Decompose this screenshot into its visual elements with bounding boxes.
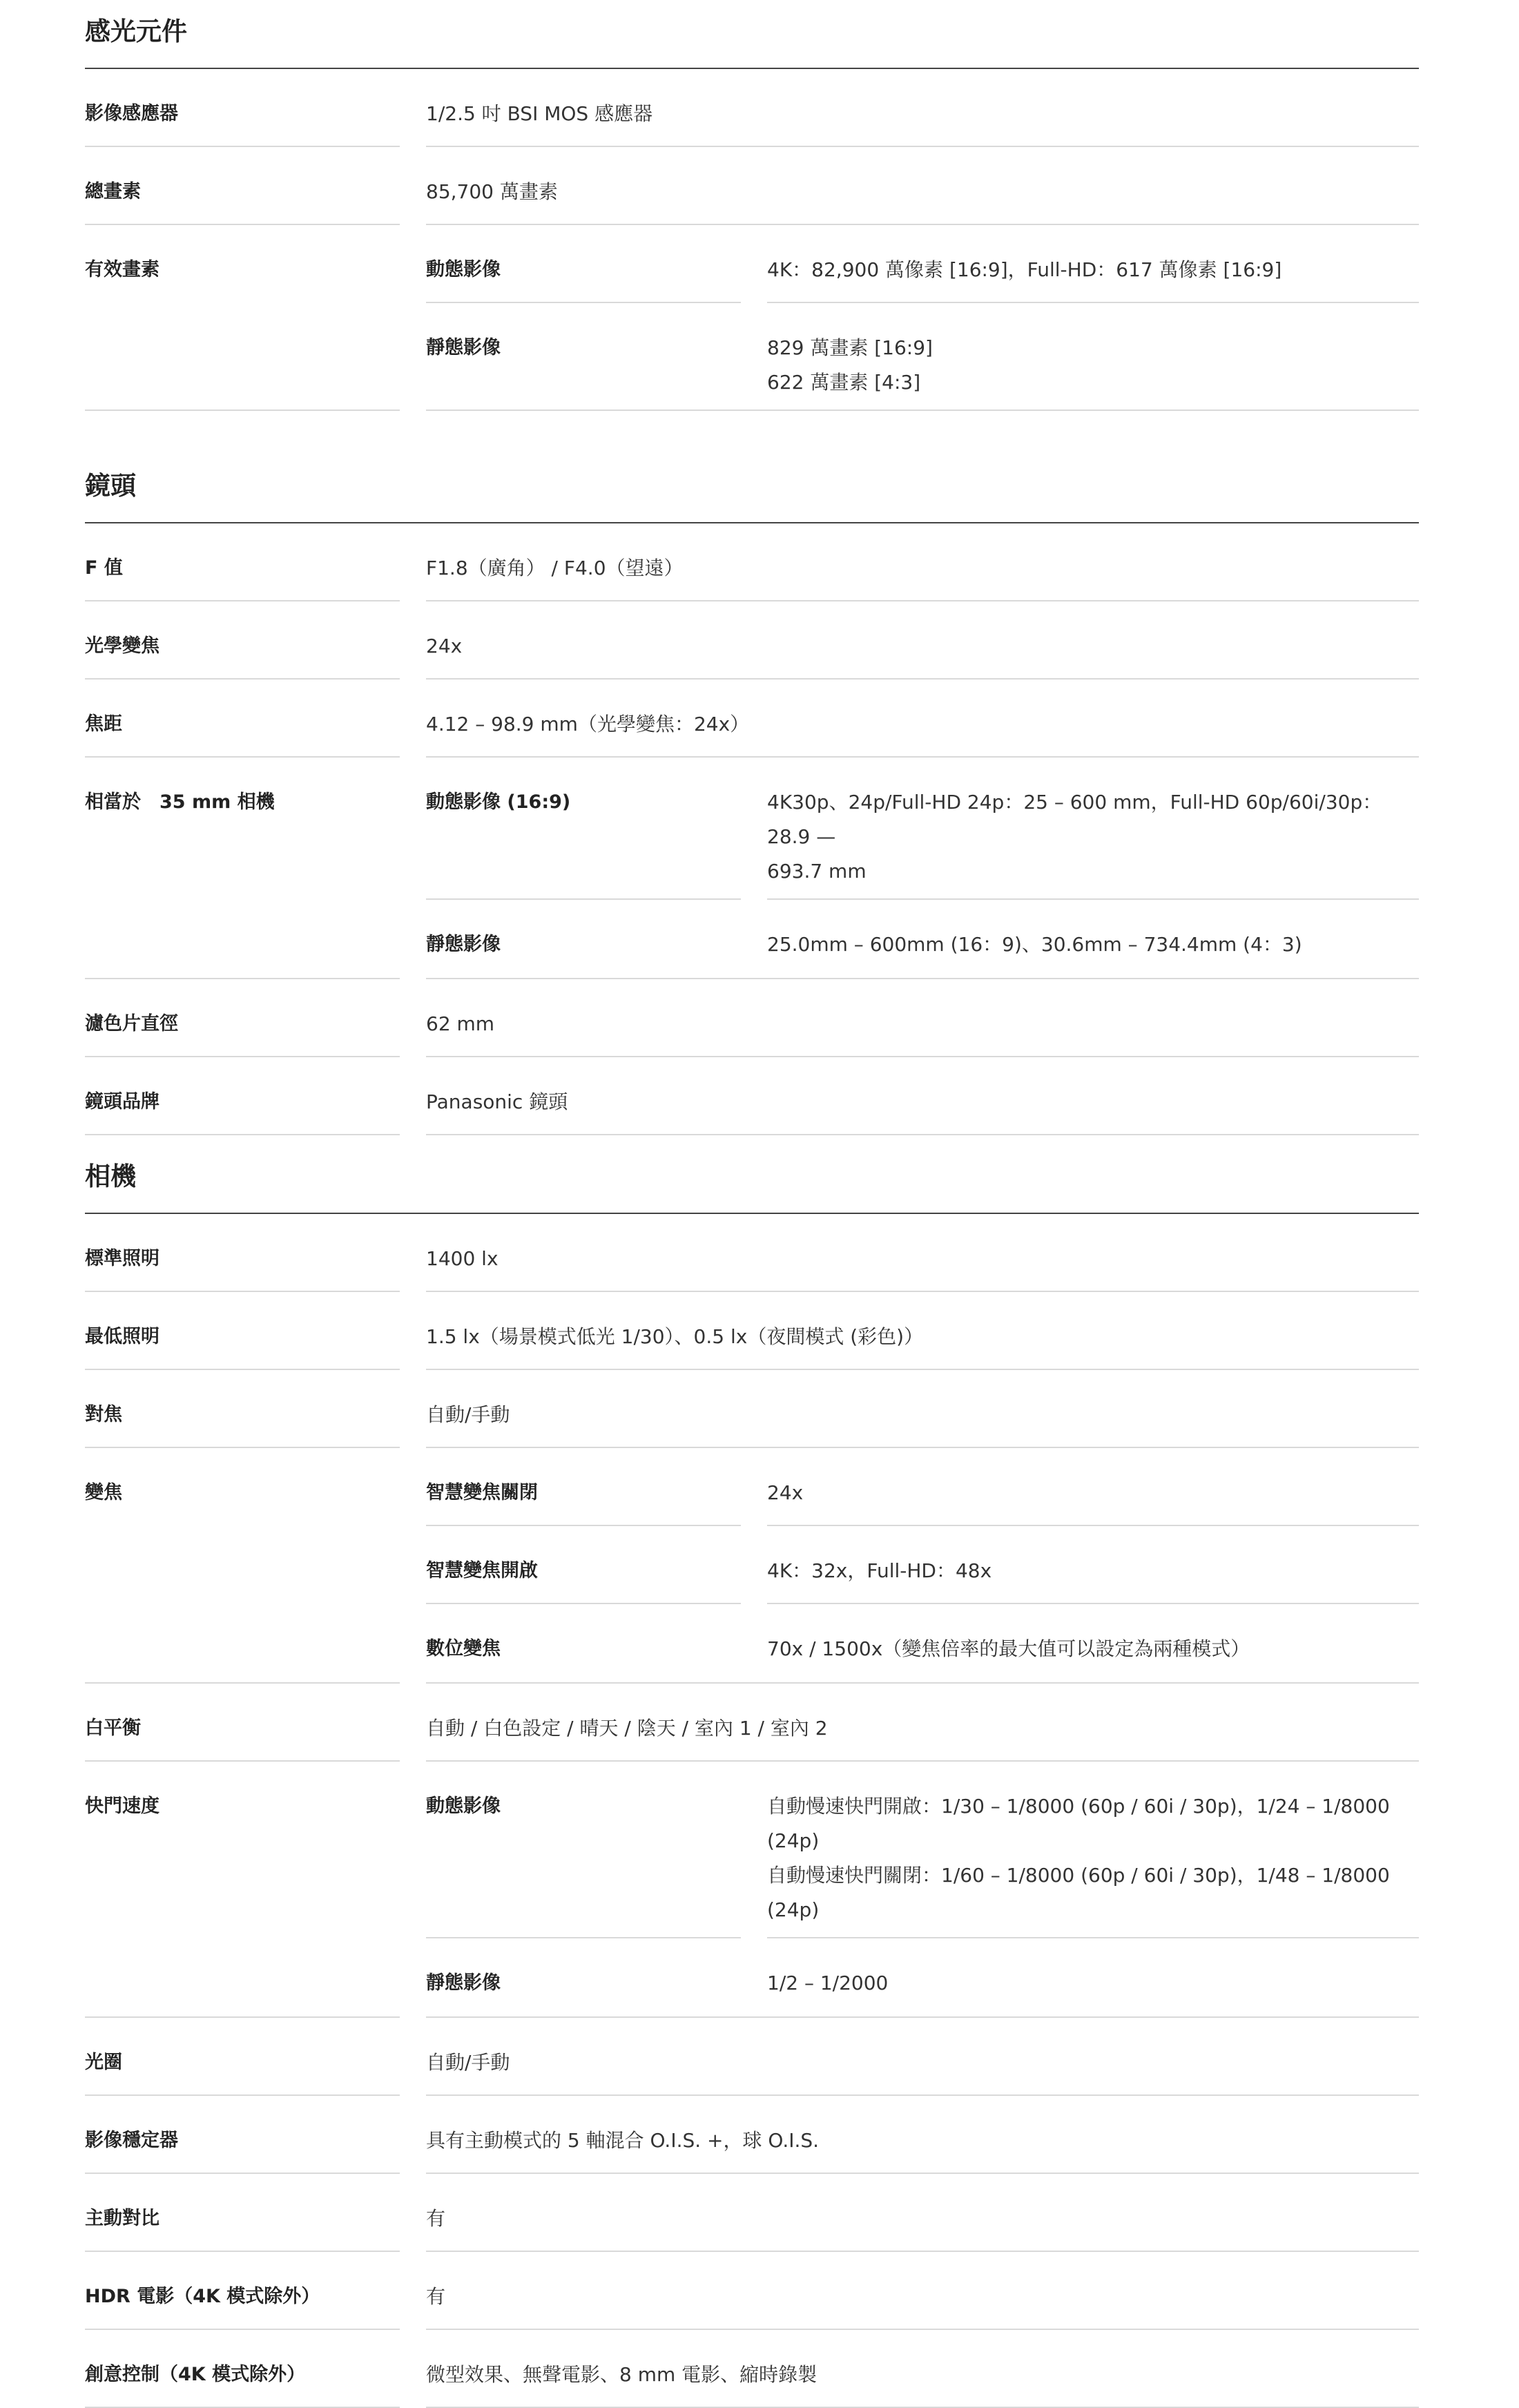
spec-subkey: 智慧變焦關閉 bbox=[426, 1448, 741, 1526]
spec-value: 1400 lx bbox=[426, 1214, 1419, 1292]
spec-content bbox=[426, 1057, 1419, 1135]
spec-value: 自動/手動 bbox=[426, 1370, 1419, 1448]
spec-row bbox=[85, 69, 1419, 147]
spec-label: F 值 bbox=[85, 523, 400, 601]
section-camera bbox=[85, 1145, 1419, 2408]
spec-content bbox=[426, 147, 1419, 225]
spec-label: 光學變焦 bbox=[85, 601, 400, 680]
spec-row bbox=[85, 2018, 1419, 2096]
spec-subvalue bbox=[767, 1762, 1419, 1938]
section-sensor bbox=[85, 0, 1419, 411]
spec-subvalue bbox=[767, 758, 1419, 900]
spec-subrow bbox=[426, 1604, 1419, 1682]
spec-subrow bbox=[426, 303, 1419, 410]
spec-row bbox=[85, 2174, 1419, 2252]
spec-content bbox=[426, 2174, 1419, 2252]
spec-content bbox=[426, 69, 1419, 147]
spec-row bbox=[85, 1448, 1419, 1684]
spec-subrow bbox=[426, 1938, 1419, 2016]
row-divider bbox=[426, 410, 1419, 411]
spec-content bbox=[426, 1762, 1419, 2018]
spec-label: 創意控制（4K 模式除外） bbox=[85, 2330, 400, 2408]
spec-value-line: 622 萬畫素 [4:3] bbox=[767, 371, 921, 394]
spec-row bbox=[85, 2096, 1419, 2174]
spec-content bbox=[426, 2252, 1419, 2330]
spec-value-line: 4K：82,900 萬像素 [16:9]，Full-HD：617 萬像素 [16:9] bbox=[767, 258, 1282, 281]
spec-content bbox=[426, 2018, 1419, 2096]
spec-value: 62 mm bbox=[426, 979, 1419, 1057]
spec-row bbox=[85, 680, 1419, 758]
spec-content bbox=[426, 523, 1419, 601]
spec-subvalue bbox=[767, 1526, 1419, 1604]
spec-value: 4.12 – 98.9 mm（光學變焦：24x） bbox=[426, 680, 1419, 758]
spec-subkey: 數位變焦 bbox=[426, 1638, 501, 1659]
spec-label: 總畫素 bbox=[85, 147, 400, 225]
spec-subkey: 動態影像 bbox=[426, 1762, 741, 1938]
spec-label: 有效畫素 bbox=[85, 225, 400, 411]
spec-subkey: 靜態影像 bbox=[426, 1972, 501, 1994]
spec-label: 變焦 bbox=[85, 1448, 400, 1684]
spec-value-line: 自動慢速快門關閉：1/60 – 1/8000 (60p / 60i / 30p)，1/48 – 1/8000 (24p) bbox=[767, 1864, 1390, 1921]
spec-subrow bbox=[426, 1448, 1419, 1526]
spec-content bbox=[426, 1214, 1419, 1292]
spec-row bbox=[85, 1370, 1419, 1448]
section-title bbox=[85, 1145, 1419, 1214]
spec-subkey: 智慧變焦開啟 bbox=[426, 1526, 741, 1604]
section-title-text: 感光元件 bbox=[85, 17, 187, 46]
spec-value-line: 1/2 – 1/2000 bbox=[767, 1972, 889, 1994]
spec-label: 最低照明 bbox=[85, 1292, 400, 1370]
spec-row bbox=[85, 1684, 1419, 1762]
spec-value: F1.8（廣角） / F4.0（望遠） bbox=[426, 523, 1419, 601]
spec-value: 微型效果、無聲電影、8 mm 電影、縮時錄製 bbox=[426, 2330, 1419, 2408]
spec-subvalue bbox=[767, 900, 1419, 978]
spec-row bbox=[85, 758, 1419, 979]
spec-content bbox=[426, 1448, 1419, 1684]
spec-label: 白平衡 bbox=[85, 1684, 400, 1762]
spec-row bbox=[85, 225, 1419, 411]
spec-content bbox=[426, 1684, 1419, 1762]
spec-value-line: 自動慢速快門開啟：1/30 – 1/8000 (60p / 60i / 30p)，1/24 – 1/8000 (24p) bbox=[767, 1795, 1390, 1852]
spec-value: 有 bbox=[426, 2252, 1419, 2330]
section-title bbox=[85, 454, 1419, 523]
section-title-text: 相機 bbox=[85, 1162, 136, 1191]
spec-label: 光圈 bbox=[85, 2018, 400, 2096]
spec-row bbox=[85, 979, 1419, 1057]
spec-content bbox=[426, 1292, 1419, 1370]
section-title bbox=[85, 0, 1419, 69]
spec-label: 標準照明 bbox=[85, 1214, 400, 1292]
spec-label: 相當於 35 mm 相機 bbox=[85, 758, 400, 979]
spec-content bbox=[426, 758, 1419, 979]
spec-label: 對焦 bbox=[85, 1370, 400, 1448]
spec-content bbox=[426, 601, 1419, 680]
spec-value-line: 829 萬畫素 [16:9] bbox=[767, 336, 933, 359]
spec-subkey: 靜態影像 bbox=[426, 934, 501, 955]
spec-row bbox=[85, 1057, 1419, 1135]
spec-value-line: 4K30p、24p/Full-HD 24p：25 – 600 mm，Full-HD 60p/60i/30p：28.9 — bbox=[767, 791, 1382, 848]
spec-row bbox=[85, 601, 1419, 680]
spec-value: Panasonic 鏡頭 bbox=[426, 1057, 1419, 1135]
spec-subvalue bbox=[767, 303, 1419, 410]
spec-subrow bbox=[426, 758, 1419, 900]
spec-value: 85,700 萬畫素 bbox=[426, 147, 1419, 225]
spec-subrow bbox=[426, 225, 1419, 303]
spec-value: 自動/手動 bbox=[426, 2018, 1419, 2096]
spec-content bbox=[426, 680, 1419, 758]
spec-subrow bbox=[426, 1762, 1419, 1938]
spec-value-line: 70x / 1500x（變焦倍率的最大值可以設定為兩種模式） bbox=[767, 1637, 1250, 1660]
spec-value-line: 693.7 mm bbox=[767, 860, 867, 883]
section-title-text: 鏡頭 bbox=[85, 471, 136, 501]
spec-content bbox=[426, 979, 1419, 1057]
spec-subkey: 動態影像 bbox=[426, 225, 741, 303]
spec-label: 焦距 bbox=[85, 680, 400, 758]
spec-subvalue bbox=[767, 1604, 1419, 1682]
spec-label: 濾色片直徑 bbox=[85, 979, 400, 1057]
spec-row bbox=[85, 1762, 1419, 2018]
spec-subkey: 靜態影像 bbox=[426, 337, 501, 358]
spec-label: 影像感應器 bbox=[85, 69, 400, 147]
spec-row bbox=[85, 1214, 1419, 1292]
spec-content bbox=[426, 1370, 1419, 1448]
spec-content bbox=[426, 2096, 1419, 2174]
spec-label: HDR 電影（4K 模式除外） bbox=[85, 2252, 400, 2330]
spec-value-line: 4K：32x，Full-HD：48x bbox=[767, 1559, 992, 1582]
spec-subrow bbox=[426, 900, 1419, 978]
spec-content bbox=[426, 225, 1419, 411]
spec-value: 自動 / 白色設定 / 晴天 / 陰天 / 室內 1 / 室內 2 bbox=[426, 1684, 1419, 1762]
spec-subvalue bbox=[767, 1448, 1419, 1526]
spec-value-line: 25.0mm – 600mm (16：9)、30.6mm – 734.4mm (4：3) bbox=[767, 933, 1302, 956]
spec-label: 鏡頭品牌 bbox=[85, 1057, 400, 1135]
spec-row bbox=[85, 2330, 1419, 2408]
spec-label: 快門速度 bbox=[85, 1762, 400, 2018]
section-lens bbox=[85, 454, 1419, 1135]
spec-value-line: 24x bbox=[767, 1481, 804, 1504]
spec-value: 有 bbox=[426, 2174, 1419, 2252]
spec-row bbox=[85, 147, 1419, 225]
spec-label: 主動對比 bbox=[85, 2174, 400, 2252]
spec-value: 1/2.5 吋 BSI MOS 感應器 bbox=[426, 69, 1419, 147]
spec-content bbox=[426, 2330, 1419, 2408]
spec-row bbox=[85, 2252, 1419, 2330]
spec-subvalue bbox=[767, 1938, 1419, 2016]
spec-row bbox=[85, 523, 1419, 601]
spec-value: 1.5 lx（場景模式低光 1/30）、0.5 lx（夜間模式 (彩色)） bbox=[426, 1292, 1419, 1370]
spec-value: 具有主動模式的 5 軸混合 O.I.S. +，球 O.I.S. bbox=[426, 2096, 1419, 2174]
spec-row bbox=[85, 1292, 1419, 1370]
spec-subkey: 動態影像 (16:9) bbox=[426, 758, 741, 900]
spec-subrow bbox=[426, 1526, 1419, 1604]
spec-value: 24x bbox=[426, 601, 1419, 680]
spec-subvalue bbox=[767, 225, 1419, 303]
spec-label: 影像穩定器 bbox=[85, 2096, 400, 2174]
